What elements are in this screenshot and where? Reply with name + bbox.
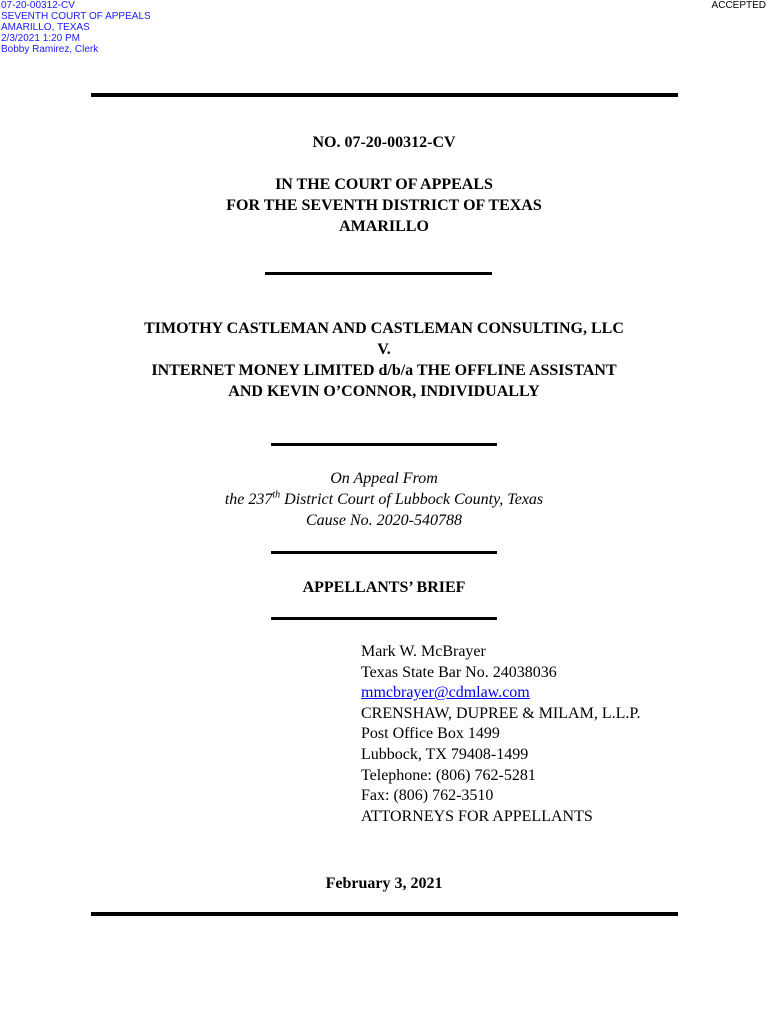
attorney-fax: Fax: (806) 762-3510 [361,787,494,805]
divider-title [271,617,497,620]
appeal-line-1: On Appeal From [330,470,438,487]
appeal-line-3: Cause No. 2020-540788 [306,512,462,529]
attorney-email-link[interactable]: mmcbrayer@cdmlaw.com [361,684,530,702]
stamp-clerk: Bobby Ramirez, Clerk [1,44,99,55]
divider-parties [271,443,497,446]
top-divider [91,93,678,97]
filing-stamp [1,0,151,55]
attorney-name: Mark W. McBrayer [361,643,486,660]
court-line-2: FOR THE SEVENTH DISTRICT OF TEXAS [226,197,542,214]
attorney-telephone: Telephone: (806) 762-5281 [361,766,536,784]
versus-line: V. [377,341,391,358]
filing-date: February 3, 2021 [325,875,443,892]
attorney-po-box: Post Office Box 1499 [361,725,500,743]
attorney-city: Lubbock, TX 79408-1499 [361,745,529,763]
attorney-firm: CRENSHAW, DUPREE & MILAM, L.L.P. [361,704,641,722]
attorney-block [361,642,640,827]
court-line-1: IN THE COURT OF APPEALS [275,176,493,193]
stamp-court: SEVENTH COURT OF APPEALS [1,11,151,22]
appellees-line-2: AND KEVIN O’CONNOR, INDIVIDUALLY [228,383,540,400]
appeal-block [0,468,768,531]
appellees-line-1: INTERNET MONEY LIMITED d/b/a THE OFFLINE ASSISTANT [151,362,617,379]
court-heading [0,174,768,237]
divider-court [265,272,492,275]
bottom-divider [91,912,678,916]
attorney-bar-number: Texas State Bar No. 24038036 [361,663,557,681]
brief-title: APPELLANTS’ BRIEF [302,579,466,596]
appellants-line: TIMOTHY CASTLEMAN AND CASTLEMAN CONSULTING, LLC [144,320,624,337]
stamp-timestamp: 2/3/2021 1:20 PM [1,33,80,44]
stamp-location: AMARILLO, TEXAS [1,22,90,33]
attorney-role: ATTORNEYS FOR APPELLANTS [361,807,593,825]
parties-block [0,318,768,402]
divider-appeal [271,551,497,554]
case-number: NO. 07-20-00312-CV [312,134,456,151]
court-line-3: AMARILLO [339,218,429,235]
appeal-line-2: the 237th District Court of Lubbock County, Texas [224,489,544,508]
stamp-case-number: 07-20-00312-CV [1,0,75,11]
accepted-status: ACCEPTED [711,0,766,11]
